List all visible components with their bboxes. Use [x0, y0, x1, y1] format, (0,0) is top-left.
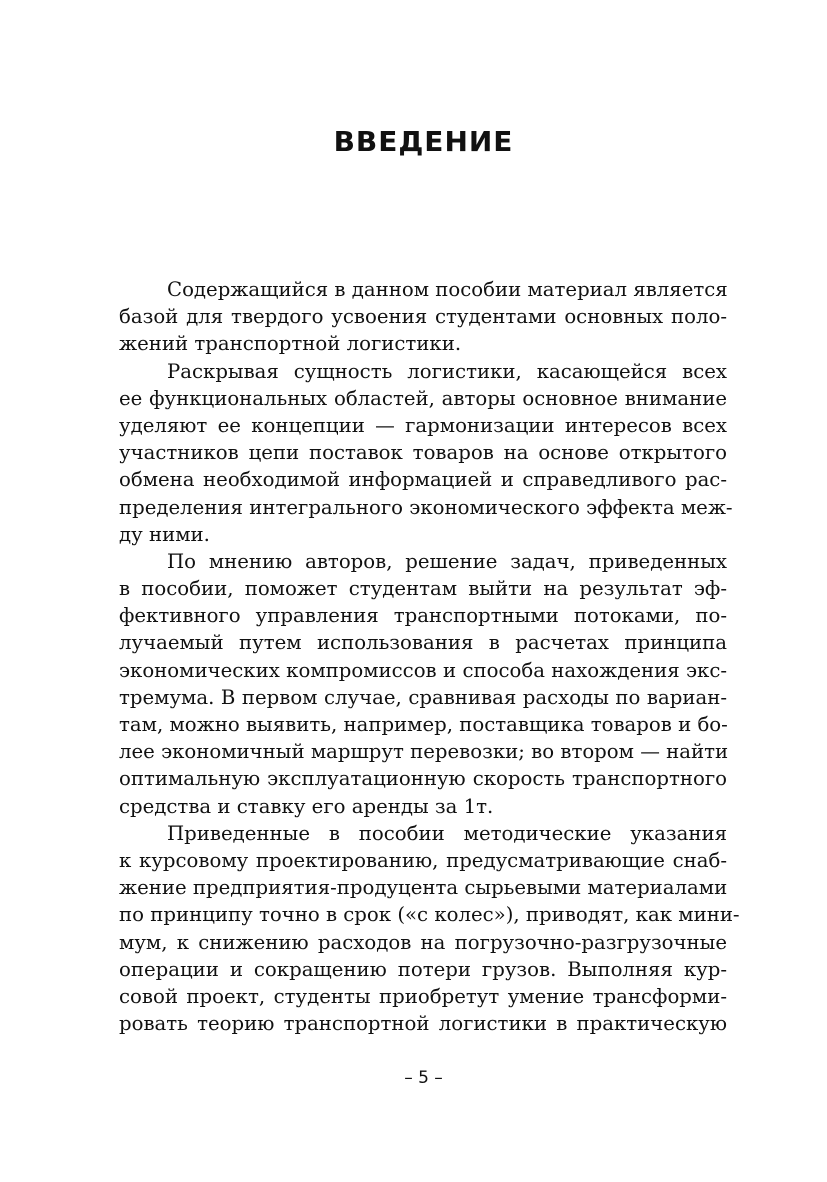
chapter-title: ВВЕДЕНИЕ: [333, 125, 514, 158]
text-line: ду ними.: [119, 522, 210, 546]
text-line: обмена необходимой информацией и справедливого рас-: [119, 468, 727, 492]
text-line: оптимальную эксплуатационную скорость транспортного: [119, 767, 727, 791]
text-line: Раскрывая сущность логистики, касающейся всех: [167, 359, 727, 383]
text-line: в пособии, поможет студентам выйти на результат эф-: [119, 577, 727, 601]
text-line: жение предприятия-продуцента сырьевыми материалами: [119, 876, 728, 900]
text-line: к курсовому проектированию, предусматривающие снаб-: [119, 848, 727, 872]
text-line: Содержащийся в данном пособии материал является: [167, 278, 728, 301]
text-line: операции и сокращению потери грузов. Выполняя кур-: [119, 957, 727, 981]
body-text: [119, 276, 740, 1037]
page-number: – 5 –: [404, 1068, 443, 1088]
text-line: по принципу точно в срок («с колес»), приводят, как мини-: [119, 903, 740, 927]
text-line: уделяют ее концепции — гармонизации интересов всех: [119, 413, 727, 437]
text-line: мум, к снижению расходов на погрузочно-разгрузочные: [119, 930, 727, 954]
text-line: фективного управления транспортными потоками, по-: [119, 604, 727, 628]
text-line: участников цепи поставок товаров на основе открытого: [119, 441, 727, 465]
text-line: лее экономичный маршрут перевозки; во втором — найти: [119, 740, 729, 764]
text-line: лучаемый путем использования в расчетах принципа: [119, 631, 727, 655]
text-line: ее функциональных областей, авторы основное внимание: [119, 386, 727, 410]
text-line: совой проект, студенты приобретут умение трансформи-: [119, 984, 727, 1008]
text-line: экономических компромиссов и способа нахождения экс-: [119, 658, 727, 682]
text-line: По мнению авторов, решение задач, приведенных: [167, 549, 727, 573]
text-line: базой для твердого усвоения студентами основных поло-: [119, 305, 727, 329]
text-line: там, можно выявить, например, поставщика товаров и бо-: [119, 713, 728, 736]
text-line: Приведенные в пособии методические указания: [167, 821, 727, 845]
text-line: тремума. В первом случае, сравнивая расходы по вариан-: [119, 685, 727, 709]
text-line: пределения интегрального экономического эффекта меж-: [119, 495, 733, 519]
text-line: ровать теорию транспортной логистики в практическую: [119, 1012, 727, 1036]
text-line: жений транспортной логистики.: [119, 332, 462, 356]
text-line: средства и ставку его аренды за 1т.: [119, 794, 494, 818]
